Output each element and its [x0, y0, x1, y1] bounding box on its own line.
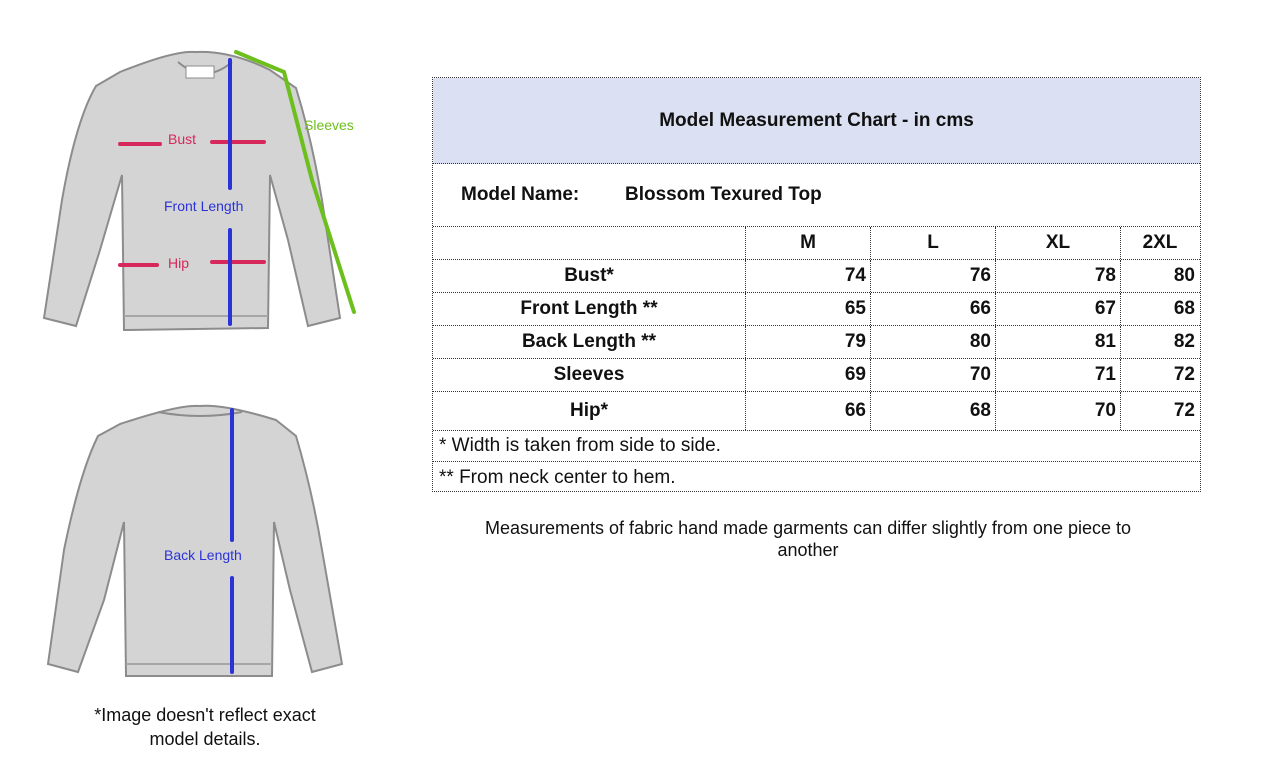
table-cell: 74 — [746, 260, 871, 292]
table-cell: 69 — [746, 359, 871, 391]
table-row — [433, 359, 1200, 392]
image-disclaimer-footnote: *Image doesn't reflect exact model details. — [94, 705, 316, 749]
back-shirt — [48, 406, 342, 676]
size-header-2xl: 2XL — [1142, 232, 1178, 253]
table-cell: 72 — [1173, 400, 1195, 421]
table-cell: 66 — [746, 392, 871, 430]
table-cell: 80 — [1173, 265, 1195, 286]
size-header-m: M — [746, 227, 871, 259]
row-label: Front Length ** — [433, 293, 746, 325]
table-cell: 76 — [871, 260, 996, 292]
table-cell: 80 — [871, 326, 996, 358]
model-name-value: Blossom Texured Top — [625, 184, 822, 205]
table-cell: 65 — [746, 293, 871, 325]
hip-label: Hip — [168, 255, 190, 271]
table-cell: 72 — [1173, 364, 1195, 385]
bust-label: Bust — [168, 131, 197, 147]
model-name-key: Model Name: — [461, 184, 580, 205]
size-header-l: L — [871, 227, 996, 259]
garment-diagram — [0, 0, 420, 780]
table-cell: 70 — [871, 359, 996, 391]
front-shirt — [44, 52, 354, 330]
row-label: Hip* — [433, 392, 746, 430]
table-row — [433, 260, 1200, 293]
table-cell: 67 — [996, 293, 1121, 325]
measurement-disclaimer: Measurements of fabric hand made garments can differ slightly from one piece to another — [485, 518, 1131, 560]
model-name-row — [433, 164, 1200, 227]
table-cell: 68 — [1173, 298, 1195, 319]
table-cell: 68 — [871, 392, 996, 430]
table-cell: 71 — [996, 359, 1121, 391]
table-cell: 82 — [1173, 331, 1195, 352]
table-cell: 81 — [996, 326, 1121, 358]
table-row — [433, 326, 1200, 359]
size-header-xl: XL — [996, 227, 1121, 259]
measurement-chart — [432, 77, 1201, 492]
garment-illustration — [0, 0, 420, 780]
row-label: Back Length ** — [433, 326, 746, 358]
back-length-label: Back Length — [164, 547, 242, 563]
table-cell: 66 — [871, 293, 996, 325]
front-length-label: Front Length — [164, 198, 244, 214]
table-cell: 78 — [996, 260, 1121, 292]
sleeves-label: Sleeves — [304, 117, 354, 133]
table-row — [433, 392, 1200, 431]
size-header-row — [433, 227, 1200, 260]
row-label: Bust* — [433, 260, 746, 292]
header-blank-cell — [433, 227, 746, 259]
table-row — [433, 293, 1200, 326]
chart-title: Model Measurement Chart - in cms — [433, 78, 1200, 164]
length-note: ** From neck center to hem. — [439, 466, 676, 488]
row-label: Sleeves — [433, 359, 746, 391]
table-cell: 79 — [746, 326, 871, 358]
table-cell: 70 — [996, 392, 1121, 430]
width-note: * Width is taken from side to side. — [433, 431, 1200, 462]
